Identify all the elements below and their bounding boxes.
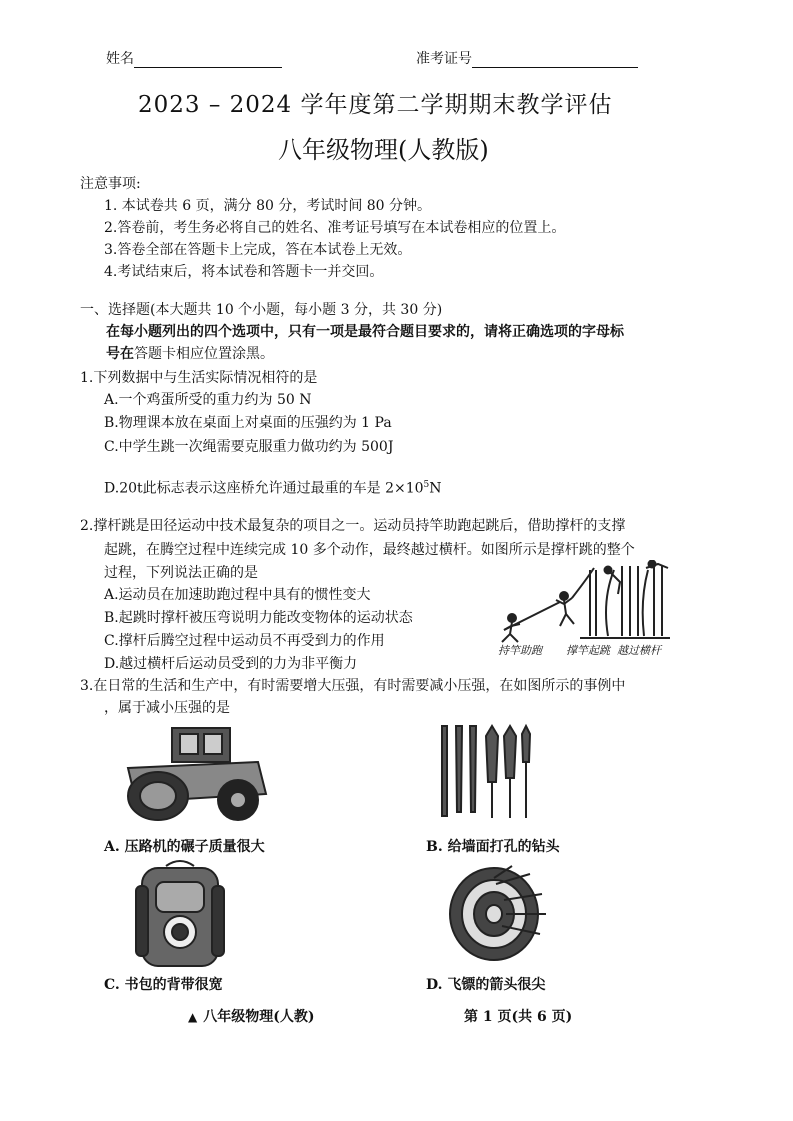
notice-item: 1. 本试卷共 6 页，满分 80 分，考试时间 80 分钟。 xyxy=(104,198,432,214)
question-1-option-b: B.物理课本放在桌面上对桌面的压强约为 1 Pa xyxy=(104,415,392,431)
question-1-option-a: A.一个鸡蛋所受的重力约为 50 N xyxy=(104,392,312,408)
section-instruction-cont xyxy=(106,344,274,364)
question-3-stem-line: 3.在日常的生活和生产中，有时需要增大压强，有时需要减小压强，在如图所示的事例中 xyxy=(80,678,626,694)
question-2-stem-line: 2.撑杆跳是田径运动中技术最复杂的项目之一。运动员持竿助跑起跳后，借助撑杆的支撑 xyxy=(80,518,626,534)
backpack-image xyxy=(132,856,228,970)
question-3-stem-line: ，属于减小压强的是 xyxy=(104,700,230,716)
question-3-caption-a: A. 压路机的碾子质量很大 xyxy=(104,839,265,855)
question-2-stem-line: 过程，下列说法正确的是 xyxy=(104,565,258,581)
question-2-option-c: C.撑杆后腾空过程中运动员不再受到力的作用 xyxy=(104,633,385,649)
option-d-unit: N xyxy=(429,480,442,497)
question-2-option-a: A.运动员在加速助跑过程中具有的惯性变大 xyxy=(104,587,371,603)
question-1-option-d xyxy=(104,475,442,499)
notice-heading: 注意事项: xyxy=(80,176,141,192)
figure-label-run: 持竿助跑 xyxy=(498,644,542,657)
option-d-text: 此标志表示这座桥允许通过最重的车是 2×10 xyxy=(142,480,424,497)
section-instruction: 在每小题列出的四个选项中，只有一项是最符合题目要求的，请将正确选项的字母标 xyxy=(106,324,624,340)
drill-bits-image xyxy=(436,722,536,822)
footer-subject: 八年级物理(人教) xyxy=(203,1009,315,1025)
notice-item: 2.答卷前，考生务必将自己的姓名、准考证号填写在本试卷相应的位置上。 xyxy=(104,220,566,236)
exam-id-blank xyxy=(472,53,638,68)
section-heading: 一、选择题(本大题共 10 个小题，每小题 3 分，共 30 分) xyxy=(80,302,443,318)
option-d-prefix: D. xyxy=(104,480,120,497)
notice-item: 4.考试结束后，将本试卷和答题卡一并交回。 xyxy=(104,264,384,280)
exam-title: 2023 – 2024 学年度第二学期期末教学评估 xyxy=(138,92,613,118)
instruction-bold: 号在 xyxy=(106,346,134,362)
question-1-stem: 1.下列数据中与生活实际情况相符的是 xyxy=(80,370,318,386)
warning-triangle-icon: ▲ xyxy=(188,1010,198,1024)
exam-subtitle: 八年级物理(人教版) xyxy=(278,136,489,164)
road-roller-image xyxy=(118,722,274,828)
question-2-stem-line: 起跳，在腾空过程中连续完成 10 多个动作，最终越过横杆。如图所示是撑杆跳的整个 xyxy=(104,542,635,558)
exam-id-field xyxy=(416,48,638,68)
name-field xyxy=(106,48,282,68)
option-d-exponent: 5 xyxy=(423,480,430,490)
name-label: 姓名 xyxy=(106,51,134,67)
question-3-caption-d: D. 飞镖的箭头很尖 xyxy=(426,977,546,993)
figure-label-takeoff: 撑竿起跳 xyxy=(566,644,610,657)
question-2-option-d: D.越过横杆后运动员受到的力为非平衡力 xyxy=(104,656,358,672)
figure-label-clear-bar: 越过横杆 xyxy=(617,644,661,657)
question-1-option-c: C.中学生跳一次绳需要克服重力做功约为 500J xyxy=(104,439,394,455)
exam-id-label: 准考证号 xyxy=(416,51,472,67)
question-3-caption-b: B. 给墙面打孔的钻头 xyxy=(426,839,560,855)
weight-limit-sign: 20t xyxy=(119,480,143,497)
question-3-caption-c: C. 书包的背带很宽 xyxy=(104,977,223,993)
name-blank xyxy=(134,53,282,68)
instruction-rest: 答题卡相应位置涂黑。 xyxy=(134,346,274,362)
question-2-option-b: B.起跳时撑杆被压弯说明力能改变物体的运动状态 xyxy=(104,610,413,626)
footer-left xyxy=(188,1006,314,1026)
notice-item: 3.答卷全部在答题卡上完成，答在本试卷上无效。 xyxy=(104,242,412,258)
dartboard-image xyxy=(446,862,554,962)
footer-page-number: 第 1 页(共 6 页) xyxy=(464,1009,573,1025)
